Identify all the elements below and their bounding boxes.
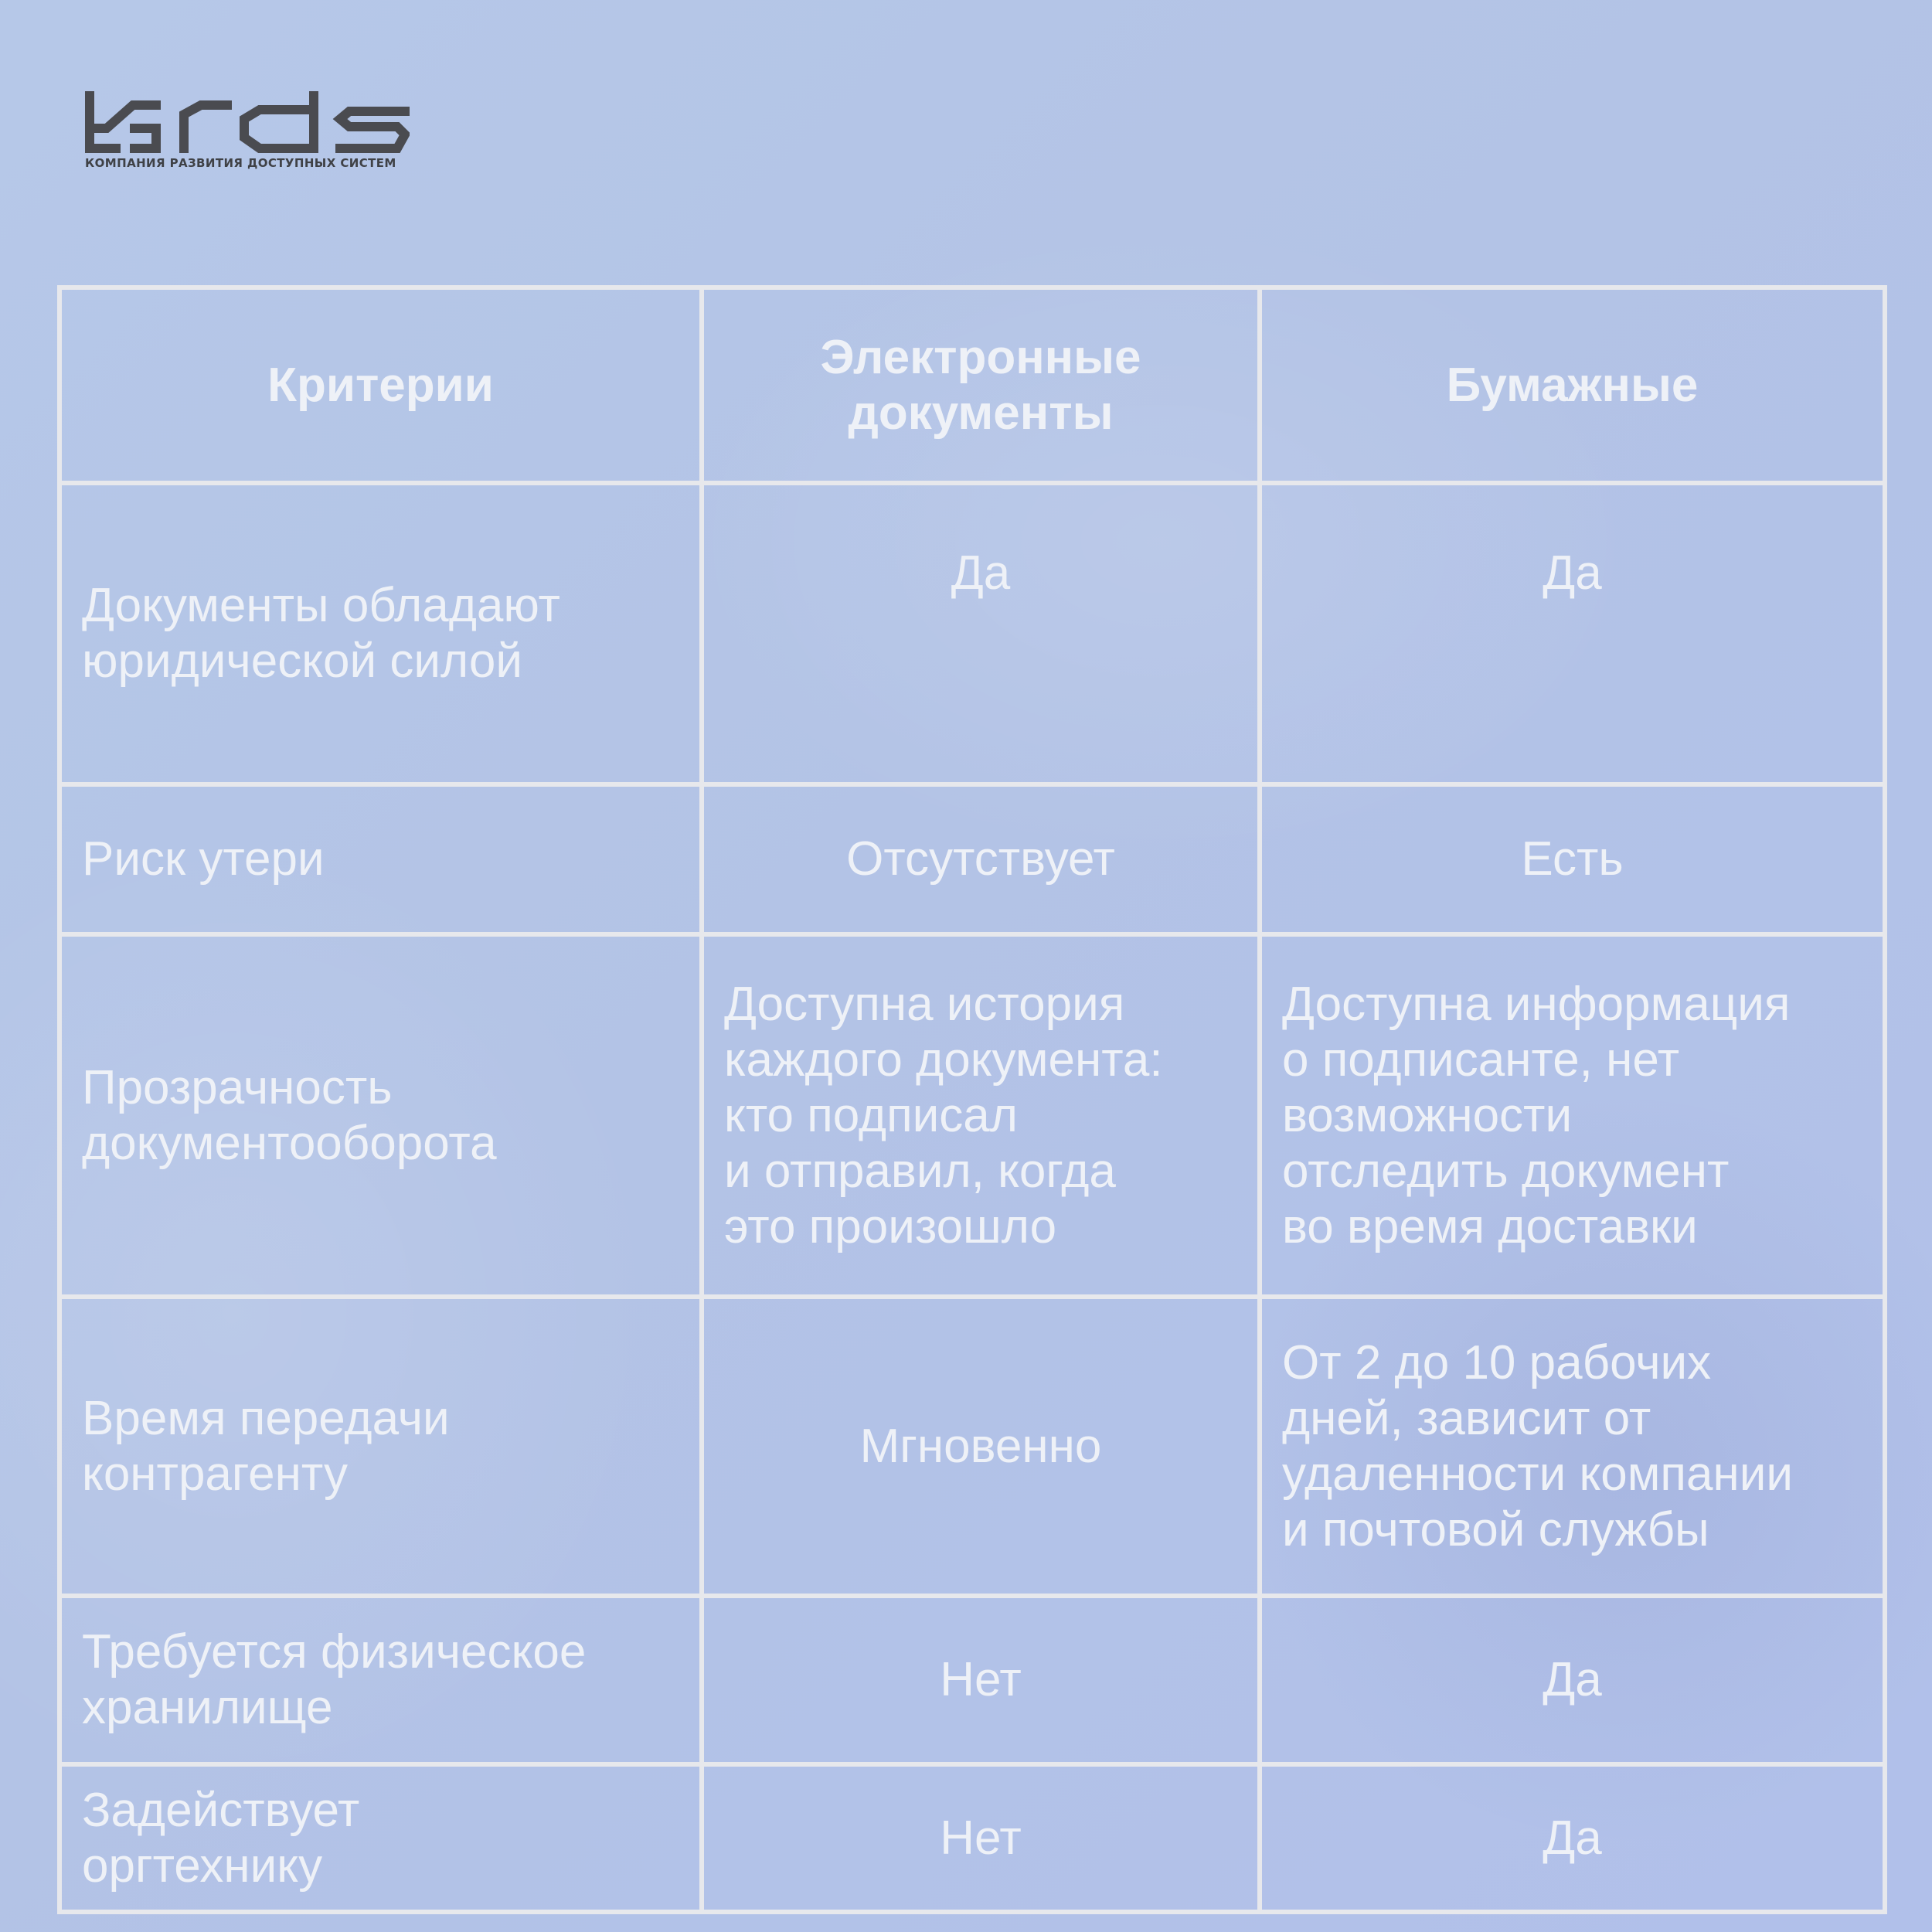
table-row: [60, 1764, 1885, 1912]
logo-tagline: КОМПАНИЯ РАЗВИТИЯ ДОСТУПНЫХ СИСТЕМ: [85, 156, 396, 170]
table-row: [60, 784, 1885, 934]
table-row: [60, 1297, 1885, 1596]
paper-cell: Есть: [1260, 784, 1885, 934]
company-logo: [85, 91, 410, 176]
paper-cell: Да: [1260, 1596, 1885, 1764]
comparison-table: [57, 285, 1887, 1914]
table-row: [60, 1596, 1885, 1764]
table-row: [60, 934, 1885, 1297]
criterion-cell: Задействует оргтехнику: [60, 1764, 702, 1912]
header-electronic-documents: Электронные документы: [702, 287, 1260, 483]
table-header-row: [60, 287, 1885, 483]
criterion-cell: Риск утери: [60, 784, 702, 934]
table-row: [60, 483, 1885, 784]
paper-cell: Да: [1260, 483, 1885, 784]
electronic-cell: Да: [702, 483, 1260, 784]
electronic-cell: Нет: [702, 1764, 1260, 1912]
electronic-cell: Нет: [702, 1596, 1260, 1764]
electronic-cell: Мгновенно: [702, 1297, 1260, 1596]
paper-cell: От 2 до 10 рабочих дней, зависит от удаленности компании и почтовой службы: [1260, 1297, 1885, 1596]
criterion-cell: Требуется физическое хранилище: [60, 1596, 702, 1764]
electronic-cell: Отсутствует: [702, 784, 1260, 934]
paper-cell: Доступна информация о подписанте, нет возможности отследить документ во время доставки: [1260, 934, 1885, 1297]
criterion-cell: Документы обладают юридической силой: [60, 483, 702, 784]
paper-cell: Да: [1260, 1764, 1885, 1912]
criterion-cell: Время передачи контрагенту: [60, 1297, 702, 1596]
header-paper-documents: Бумажные: [1260, 287, 1885, 483]
krds-wordmark-logo: [85, 91, 410, 153]
criterion-cell: Прозрачность документооборота: [60, 934, 702, 1297]
electronic-cell: Доступна история каждого документа: кто подписал и отправил, когда это произошло: [702, 934, 1260, 1297]
header-criteria: Критерии: [60, 287, 702, 483]
